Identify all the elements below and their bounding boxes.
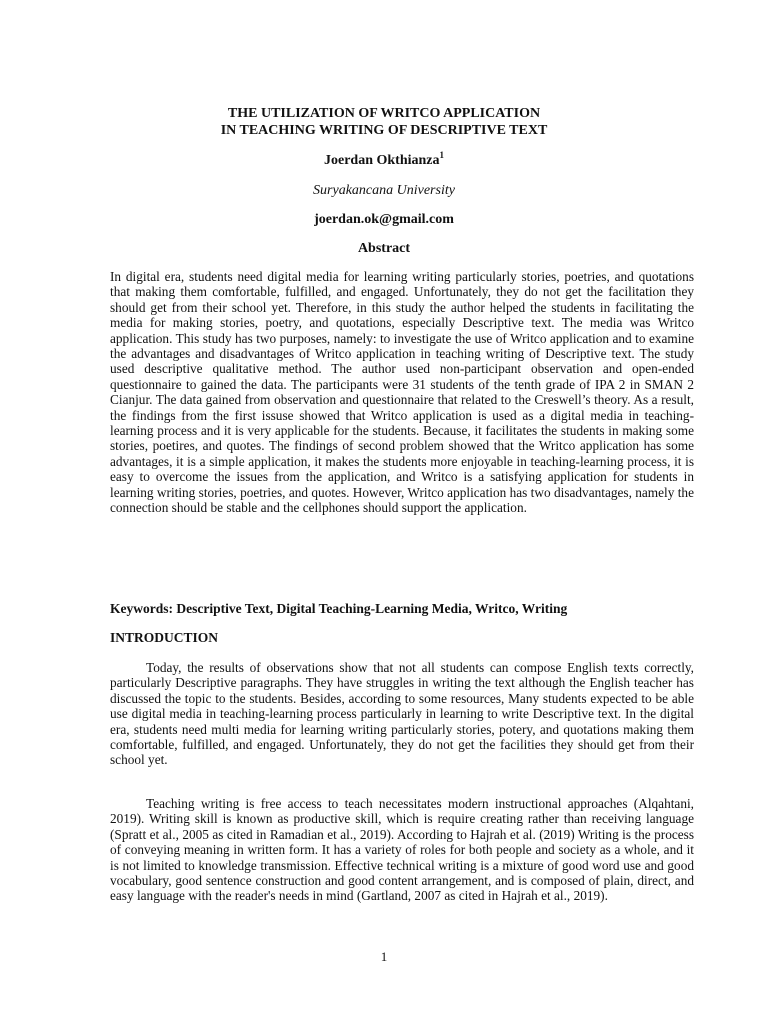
author-line	[0, 150, 768, 169]
paper-title-line-2: IN TEACHING WRITING OF DESCRIPTIVE TEXT	[220, 123, 548, 138]
introduction-heading: INTRODUCTION	[110, 630, 219, 645]
author-name: Joerdan Okthianza	[323, 153, 440, 168]
page-number: 1	[380, 949, 388, 964]
introduction-paragraph-2: Teaching writing is free access to teach necessitates modern instructional approaches (Alqahtani, 2019). Writing skill is known as productive skill, which is require creating rather than receiving language (Spratt et al., 2005 as cited in Ramadian et al., 2019). According to Hajrah et al. (2019) Writing is the process of conveying meaning in written form. It has a variety of roles for both people and society as a whole, and it is not limited to knowledge transmission. Effective technical writing is a mixture of good word use and good vocabulary, good sentence construction and good content arrangement, and is composed of plain, direct, and easy language with the reader's needs in mind (Gartland, 2007 as cited in Hajrah et al., 2019).	[110, 796, 694, 904]
abstract-heading: Abstract	[357, 241, 411, 256]
abstract-text: In digital era, students need digital media for learning writing particularly stories, poetries, and quotations that making them comfortable, fulfilled, and engaged. Unfortunately, they do not get the facilitation they should get from their school yet. Therefore, in this study the author helped the students in facilitating the media for making stories, poetry, and quotations, especially Descriptive text. The media was Writco application. This study has two purposes, namely: to investigate the use of Writco application and to examine the advantages and disadvantages of Writco application in teaching writing of Descriptive text. The study used descriptive qualitative method. The author used non-participant observation and open-ended questionnaire to gained the data. The participants were 31 students of the tenth grade of IPA 2 in SMAN 2 Cianjur. The data gained from observation and questionnaire that related to the Creswell’s theory. As a result, the findings from the first issuse showed that Writco application is used as a digital media in teaching-learning process and it is very applicable for the students. Because, it facilitates the students in making some stories, poetires, and quotes. The findings of second problem showed that the Writco application has some advantages, it is a simple application, it makes the students more enjoyable in teaching-learning process, it is easy to overcome the issues from the application, and Writco is a satisfying application for students in learning writing stories, poetries, and quotes. However, Writco application has two disadvantages, namely the connection should be stable and the cellphones should support the application.	[110, 269, 694, 516]
author-superscript: 1	[439, 150, 444, 160]
introduction-paragraph-1: Today, the results of observations show that not all students can compose English texts correctly, particularly Descriptive paragraphs. They have struggles in writing the text although the English teacher has discussed the topic to the students. Besides, according to some resources, Many students expected to be able use digital media in teaching-learning process particularly in learning to write Descriptive text. In the digital era, students need multi media for learning writing particularly stories, potery, and quotations making them comfortable, fulfilled, and engaged. Unfortunately, they do not get the facilities they should get from their school yet.	[110, 660, 694, 768]
paper-title-line-1: THE UTILIZATION OF WRITCO APPLICATION	[227, 106, 541, 121]
affiliation: Suryakancana University	[313, 183, 455, 198]
keywords: Keywords: Descriptive Text, Digital Teaching-Learning Media, Writco, Writing	[110, 601, 568, 616]
author-email: joerdan.ok@gmail.com	[314, 212, 454, 227]
